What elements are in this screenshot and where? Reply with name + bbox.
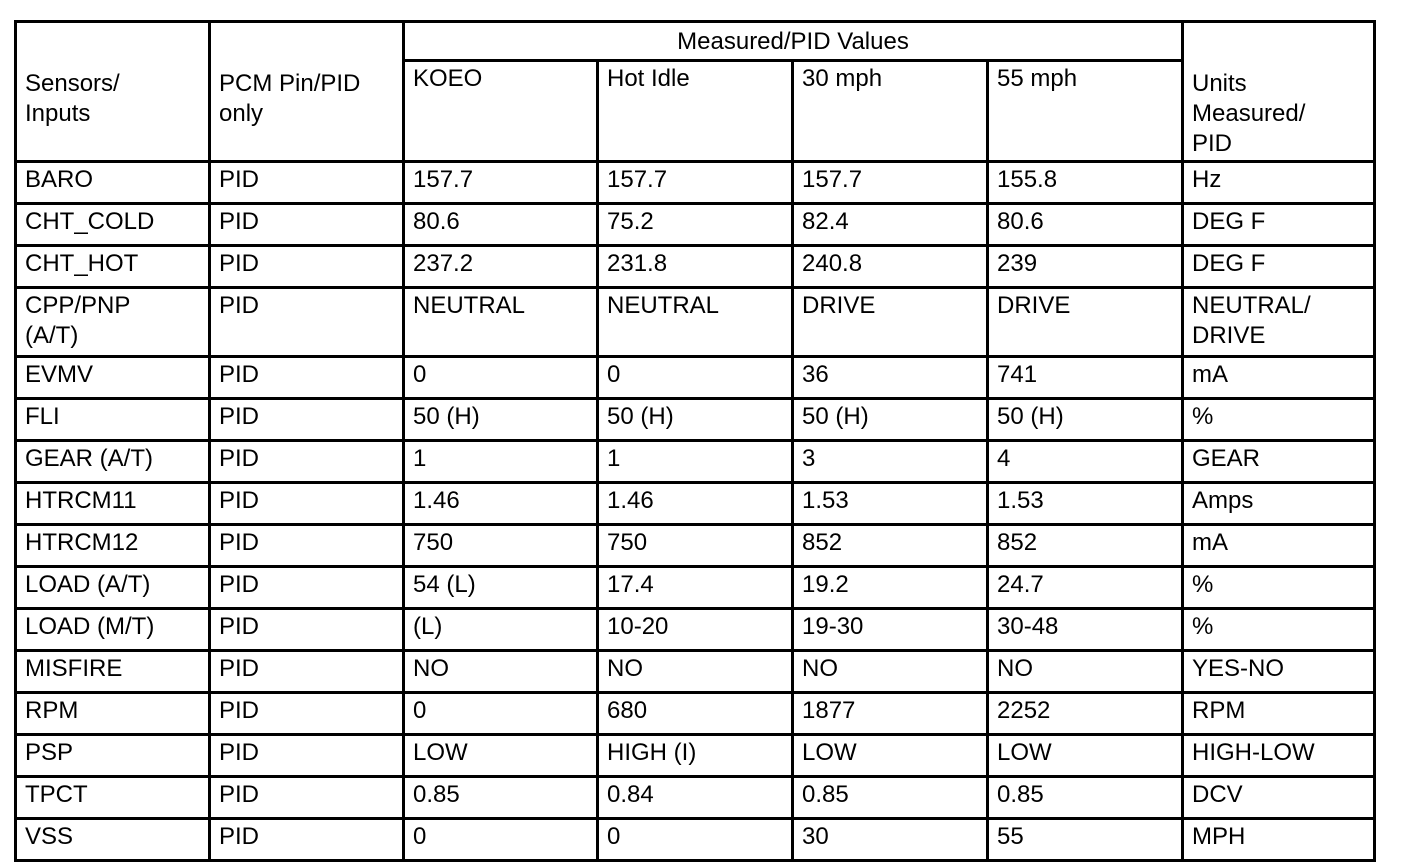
cell-units: Hz [1183, 162, 1375, 204]
table-body [16, 162, 1375, 861]
cell-55-mph: 155.8 [988, 162, 1183, 204]
cell-30-mph: 82.4 [793, 204, 988, 246]
cell-sensor: VSS [16, 819, 210, 861]
cell-units: HIGH-LOW [1183, 735, 1375, 777]
cell-sensor: HTRCM11 [16, 483, 210, 525]
pid-values-table [14, 20, 1376, 862]
cell-sensor: TPCT [16, 777, 210, 819]
cell-units: Amps [1183, 483, 1375, 525]
cell-units: DEG F [1183, 204, 1375, 246]
cell-hot-idle: 50 (H) [598, 399, 793, 441]
cell-sensor: CPP/PNP (A/T) [16, 288, 210, 357]
cell-koeo: 50 (H) [404, 399, 598, 441]
cell-hot-idle: NO [598, 651, 793, 693]
cell-koeo: 0 [404, 819, 598, 861]
cell-30-mph: NO [793, 651, 988, 693]
cell-pcm-pin: PID [210, 204, 404, 246]
cell-55-mph: 0.85 [988, 777, 1183, 819]
cell-30-mph: 240.8 [793, 246, 988, 288]
cell-30-mph: 3 [793, 441, 988, 483]
header-units: Units Measured/ PID [1183, 22, 1375, 162]
header-55-mph: 55 mph [988, 61, 1183, 162]
table-row [16, 204, 1375, 246]
cell-30-mph: 19.2 [793, 567, 988, 609]
cell-hot-idle: 1 [598, 441, 793, 483]
cell-pcm-pin: PID [210, 777, 404, 819]
cell-30-mph: 30 [793, 819, 988, 861]
table-row [16, 399, 1375, 441]
cell-sensor: LOAD (A/T) [16, 567, 210, 609]
cell-55-mph: NO [988, 651, 1183, 693]
cell-55-mph: 239 [988, 246, 1183, 288]
cell-pcm-pin: PID [210, 525, 404, 567]
cell-units: DCV [1183, 777, 1375, 819]
cell-30-mph: 36 [793, 357, 988, 399]
cell-hot-idle: 231.8 [598, 246, 793, 288]
table-row [16, 735, 1375, 777]
cell-hot-idle: 0 [598, 819, 793, 861]
table-row [16, 525, 1375, 567]
cell-30-mph: 19-30 [793, 609, 988, 651]
table-row [16, 441, 1375, 483]
header-pcm-pin: PCM Pin/PID only [210, 22, 404, 162]
cell-pcm-pin: PID [210, 441, 404, 483]
cell-55-mph: 30-48 [988, 609, 1183, 651]
cell-units: % [1183, 399, 1375, 441]
cell-koeo: 1.46 [404, 483, 598, 525]
cell-pcm-pin: PID [210, 246, 404, 288]
cell-koeo: 237.2 [404, 246, 598, 288]
table-row [16, 246, 1375, 288]
table-row [16, 567, 1375, 609]
cell-koeo: 750 [404, 525, 598, 567]
cell-30-mph: DRIVE [793, 288, 988, 357]
cell-55-mph: LOW [988, 735, 1183, 777]
cell-koeo: 0.85 [404, 777, 598, 819]
cell-55-mph: 852 [988, 525, 1183, 567]
cell-hot-idle: 10-20 [598, 609, 793, 651]
cell-units: DEG F [1183, 246, 1375, 288]
cell-sensor: FLI [16, 399, 210, 441]
cell-hot-idle: 680 [598, 693, 793, 735]
cell-pcm-pin: PID [210, 819, 404, 861]
cell-pcm-pin: PID [210, 693, 404, 735]
cell-koeo: 157.7 [404, 162, 598, 204]
cell-hot-idle: 0 [598, 357, 793, 399]
cell-55-mph: 55 [988, 819, 1183, 861]
cell-hot-idle: HIGH (I) [598, 735, 793, 777]
table-row [16, 693, 1375, 735]
cell-koeo: NEUTRAL [404, 288, 598, 357]
cell-30-mph: 0.85 [793, 777, 988, 819]
cell-koeo: LOW [404, 735, 598, 777]
cell-pcm-pin: PID [210, 567, 404, 609]
cell-pcm-pin: PID [210, 483, 404, 525]
cell-hot-idle: 75.2 [598, 204, 793, 246]
cell-units: mA [1183, 525, 1375, 567]
cell-koeo: 0 [404, 693, 598, 735]
table-row [16, 609, 1375, 651]
cell-koeo: 80.6 [404, 204, 598, 246]
cell-koeo: 0 [404, 357, 598, 399]
header-koeo: KOEO [404, 61, 598, 162]
cell-55-mph: 741 [988, 357, 1183, 399]
header-hot-idle: Hot Idle [598, 61, 793, 162]
cell-pcm-pin: PID [210, 357, 404, 399]
cell-koeo: NO [404, 651, 598, 693]
cell-pcm-pin: PID [210, 162, 404, 204]
cell-koeo: 54 (L) [404, 567, 598, 609]
cell-units: YES-NO [1183, 651, 1375, 693]
cell-30-mph: 157.7 [793, 162, 988, 204]
cell-30-mph: 50 (H) [793, 399, 988, 441]
cell-sensor: MISFIRE [16, 651, 210, 693]
table-row [16, 288, 1375, 357]
cell-units: % [1183, 567, 1375, 609]
header-30-mph: 30 mph [793, 61, 988, 162]
cell-55-mph: 50 (H) [988, 399, 1183, 441]
cell-koeo: 1 [404, 441, 598, 483]
cell-units: NEUTRAL/ DRIVE [1183, 288, 1375, 357]
table-row [16, 651, 1375, 693]
cell-sensor: LOAD (M/T) [16, 609, 210, 651]
cell-pcm-pin: PID [210, 288, 404, 357]
cell-55-mph: DRIVE [988, 288, 1183, 357]
cell-55-mph: 1.53 [988, 483, 1183, 525]
cell-55-mph: 24.7 [988, 567, 1183, 609]
cell-sensor: CHT_HOT [16, 246, 210, 288]
cell-hot-idle: 750 [598, 525, 793, 567]
header-row-top [16, 22, 1375, 61]
header-measured-group: Measured/PID Values [404, 22, 1183, 61]
cell-sensor: EVMV [16, 357, 210, 399]
cell-sensor: BARO [16, 162, 210, 204]
cell-sensor: GEAR (A/T) [16, 441, 210, 483]
cell-hot-idle: 157.7 [598, 162, 793, 204]
cell-55-mph: 4 [988, 441, 1183, 483]
cell-pcm-pin: PID [210, 651, 404, 693]
cell-30-mph: 852 [793, 525, 988, 567]
table-row [16, 483, 1375, 525]
cell-hot-idle: 17.4 [598, 567, 793, 609]
cell-koeo: (L) [404, 609, 598, 651]
cell-units: MPH [1183, 819, 1375, 861]
header-sensors: Sensors/ Inputs [16, 22, 210, 162]
cell-hot-idle: 0.84 [598, 777, 793, 819]
cell-30-mph: 1877 [793, 693, 988, 735]
cell-30-mph: 1.53 [793, 483, 988, 525]
cell-pcm-pin: PID [210, 735, 404, 777]
table-row [16, 777, 1375, 819]
table-row [16, 357, 1375, 399]
cell-sensor: HTRCM12 [16, 525, 210, 567]
table-row [16, 162, 1375, 204]
table-row [16, 819, 1375, 861]
cell-hot-idle: 1.46 [598, 483, 793, 525]
cell-units: RPM [1183, 693, 1375, 735]
cell-55-mph: 2252 [988, 693, 1183, 735]
cell-pcm-pin: PID [210, 399, 404, 441]
cell-sensor: RPM [16, 693, 210, 735]
cell-sensor: PSP [16, 735, 210, 777]
cell-units: GEAR [1183, 441, 1375, 483]
cell-55-mph: 80.6 [988, 204, 1183, 246]
cell-hot-idle: NEUTRAL [598, 288, 793, 357]
cell-30-mph: LOW [793, 735, 988, 777]
cell-units: % [1183, 609, 1375, 651]
cell-pcm-pin: PID [210, 609, 404, 651]
cell-units: mA [1183, 357, 1375, 399]
cell-sensor: CHT_COLD [16, 204, 210, 246]
